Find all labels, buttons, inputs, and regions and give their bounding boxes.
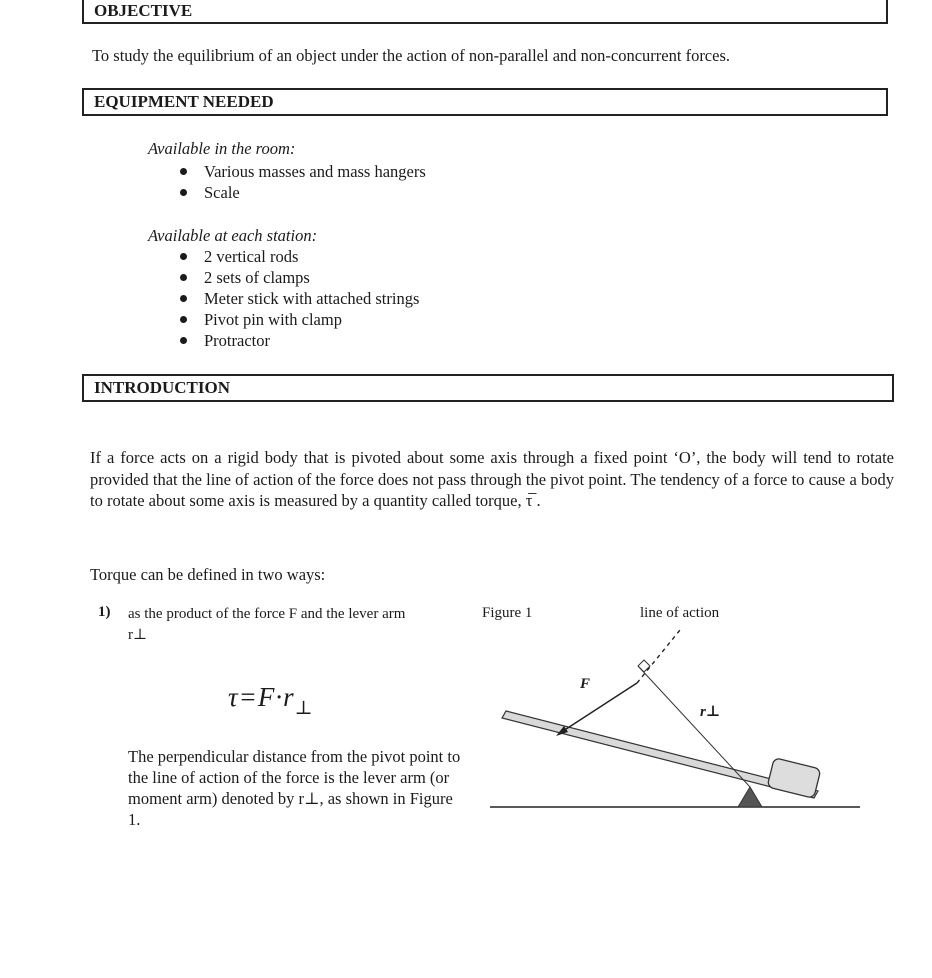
lever-arm-label: r⊥ <box>700 704 721 720</box>
list-item: Pivot pin with clamp <box>174 309 419 330</box>
list-item: Meter stick with attached strings <box>174 288 419 309</box>
objective-heading: OBJECTIVE <box>82 0 888 24</box>
formula-subscript: ⊥ <box>294 698 314 719</box>
force-label: F <box>580 676 591 692</box>
formula-main: τ=F·r <box>228 682 295 712</box>
line-of-action-label: line of action <box>640 605 720 621</box>
list-item: Various masses and mass hangers <box>174 161 426 182</box>
block <box>767 758 821 799</box>
list-item: 2 vertical rods <box>174 246 419 267</box>
item-number: 1) <box>98 604 111 620</box>
torque-ways-text: Torque can be defined in two ways: <box>90 565 326 584</box>
pivot-triangle <box>738 787 762 807</box>
item-text: as the product of the force F and the lever arm r⊥ <box>128 606 406 643</box>
list-item: Scale <box>174 182 426 203</box>
equipment-heading: EQUIPMENT NEEDED <box>82 88 888 116</box>
introduction-heading: INTRODUCTION <box>82 374 894 402</box>
lever-arm-explanation: The perpendicular distance from the pivot point to the line of action of the force is the lever arm (or moment arm) denoted by r⊥, as shown in Figure 1. <box>128 747 461 829</box>
station-items-list <box>174 246 419 351</box>
torque-formula <box>228 682 314 720</box>
list-item: 2 sets of clamps <box>174 267 419 288</box>
objective-text: To study the equilibrium of an object under the action of non-parallel and non-concurrent forces. <box>92 46 731 65</box>
force-arrow-shaft <box>560 683 637 733</box>
room-items-list <box>174 161 426 203</box>
line-of-action-dashed <box>637 630 680 683</box>
figure-1-diagram <box>480 625 870 825</box>
list-item: Protractor <box>174 330 419 351</box>
introduction-paragraph: If a force acts on a rigid body that is pivoted about some axis through a fixed point ‘O’, the body will tend to rotate provided that the line of action of the force does not pass through the pivot point. The tendency of a force to cause a body to rotate about some axis is measured by a quantity called torque, τ̅ . <box>90 448 894 510</box>
station-label: Available at each station: <box>148 226 318 245</box>
room-label: Available in the room: <box>148 139 296 158</box>
lever-arm-line <box>638 666 750 787</box>
figure-caption: Figure 1 <box>482 605 533 621</box>
